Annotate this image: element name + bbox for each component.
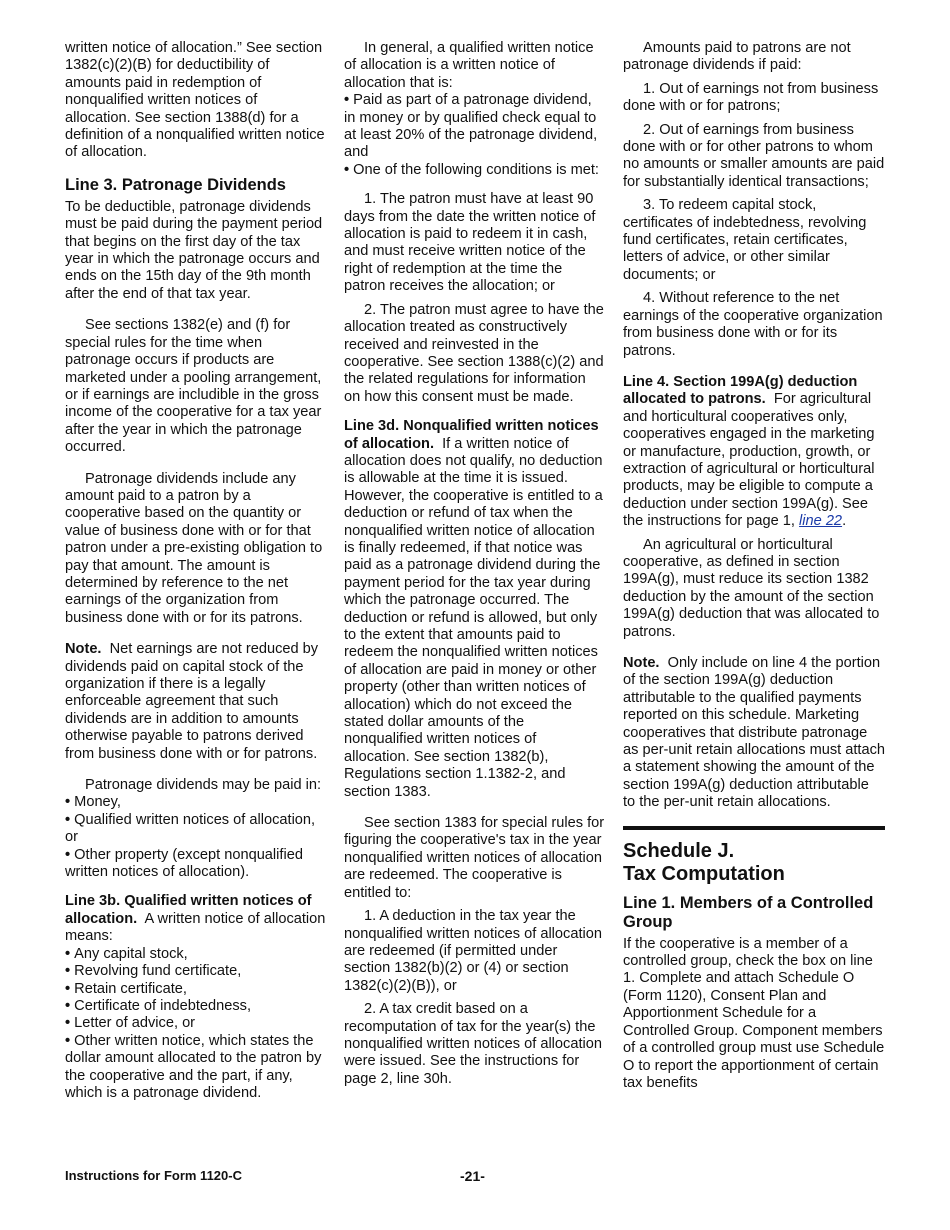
list-item: • Other property (except nonqualified written notices of allocation). xyxy=(65,847,327,882)
column-2 xyxy=(344,40,606,1100)
heading-line-1: Line 1. Members of a Controlled Group xyxy=(623,893,874,931)
list-item: • Revolving fund certificate, xyxy=(65,963,327,980)
list-item: • Letter of advice, or xyxy=(65,1015,327,1032)
list-item: • Retain certificate, xyxy=(65,981,327,998)
list-item: 1. The patron must have at least 90 days from the date the written notice of allocation is paid to redeem it in cash, and must receive written notice of the right of redemption at the time the patron receives the allocation; or xyxy=(344,191,596,295)
line-3d-text: If a written notice of allocation does not qualify, no deduction is allowable at the time it is issued. However, the cooperative is entitled to a deduction or refund of tax when the nonqualified written notice of allocation is finally redeemed, if that notice was paid as a patronage dividend during the payment period for the tax year during which the patronage occurred. The deduction or refund is allowed, but only to the extent that amounts paid to redeem the nonqualified written notices of allocation are paid in money or other property (other than written notices of allocation) which do not exceed the stated dollar amounts of the nonqualified written notices of allocation. See section 1382(b), Regulations section 1.1382-2, and section 1383. xyxy=(344,435,603,800)
paragraph: See sections 1382(e) and (f) for special rules for the time when patronage occurs if products are marketed under a pooling arrangement, or if earnings are includible in the gross income of the cooperative for a tax year after the year in which the patronage occurred. xyxy=(65,317,322,456)
paragraph: In general, a qualified written notice of allocation is a written notice of allocation that is: xyxy=(344,40,594,91)
line-4-text: For agricultural and horticultural cooperatives only, cooperatives engaged in the marketing or manufacture, production, growth, or extraction of agricultural or horticultural products, may be eligible to compute a deduction under section 199A(g). See the instructions for page 1, xyxy=(623,391,875,530)
list-item: 1. Out of earnings not from business done with or for patrons; xyxy=(623,80,879,115)
schedule-title-line-1: Schedule J. xyxy=(623,839,735,862)
list-item: 2. Out of earnings from business done with or for other patrons to whom no amounts or smaller amounts are paid for substantially identical transactions; xyxy=(623,121,885,190)
line-3d-paragraph xyxy=(344,418,606,801)
list-item: 3. To redeem capital stock, certificates of indebtedness, revolving fund certificates, retain certificates, letters of advice, or other similar documents; or xyxy=(623,197,867,283)
list-item: 2. The patron must agree to have the allocation treated as constructively received and reinvested in the cooperative. See section 1388(c)(2) and the related regulations for information on how this consent must be made. xyxy=(344,301,604,405)
note-paragraph xyxy=(623,655,885,812)
line-3b-paragraph xyxy=(65,893,327,945)
paragraph: If the cooperative is a member of a controlled group, check the box on line 1. Complete and attach Schedule O (Form 1120), Consent Plan and Apportionment Schedule for a Controlled Group. Component members of a controlled group must use Schedule O to report the apportionment of certain tax benefits xyxy=(623,935,885,1091)
numbered-list xyxy=(623,81,885,360)
column-3 xyxy=(623,40,885,1106)
note-paragraph xyxy=(65,641,327,763)
list-item: 4. Without reference to the net earnings of the cooperative organization from business done with or for its patrons. xyxy=(623,290,883,359)
paragraph: written notice of allocation.” See section 1382(c)(2)(B) for deductibility of amounts paid in redemption of nonqualified written notices of allocation. See section 1388(d) for a definition of a nonqualified written notice of allocation. xyxy=(65,40,325,161)
list-item: • One of the following conditions is met: xyxy=(344,162,606,179)
column-1 xyxy=(65,40,327,1114)
note-text: Net earnings are not reduced by dividends paid on capital stock of the organization if there is a legally enforceable agreement that such dividends are in addition to amounts otherwise payable to patrons derived from business done with or for patrons. xyxy=(65,641,319,762)
paid-in-list xyxy=(65,794,327,881)
conditions-list xyxy=(344,92,606,179)
list-item: 2. A tax credit based on a recomputation of tax for the year(s) the nonqualified written notices of allocation were issued. See the instructions for page 2, line 30h. xyxy=(344,1001,602,1087)
list-item: • Qualified written notices of allocation, or xyxy=(65,812,327,847)
form-name: Instructions for Form 1120-C xyxy=(65,1168,242,1183)
paragraph: Amounts paid to patrons are not patronage dividends if paid: xyxy=(623,40,851,74)
schedule-j-title xyxy=(623,840,885,886)
page-number: -21- xyxy=(460,1168,485,1184)
schedule-title-line-2: Tax Computation xyxy=(623,862,785,885)
list-item: • Any capital stock, xyxy=(65,946,327,963)
list-item: • Certificate of indebtedness, xyxy=(65,998,327,1015)
numbered-list xyxy=(344,908,606,1088)
line-4-paragraph xyxy=(623,374,885,531)
line-3d-label: Line 3d. Nonqualified written notices of allocation. xyxy=(344,418,599,452)
list-item: • Other written notice, which states the dollar amount allocated to the patron by the cooperative and the part, if any, which is a patronage dividend. xyxy=(65,1033,327,1103)
numbered-list xyxy=(344,191,606,406)
paragraph: Patronage dividends may be paid in: xyxy=(85,777,322,794)
line-4-end: . xyxy=(842,513,847,530)
list-item: 1. A deduction in the tax year the nonqualified written notices of allocation are redeemed (if permitted under section 1382(b)(2) or (4) or section 1382(c)(2)(B)), or xyxy=(344,908,602,994)
list-item: • Money, xyxy=(65,794,327,811)
line-22-link[interactable]: line 22 xyxy=(799,513,843,530)
section-divider xyxy=(623,826,885,830)
note-text: Only include on line 4 the portion of the section 199A(g) deduction attributable to the qualified payments reported on this schedule. Marketing cooperatives that distribute patronage as per-unit retain allocations must attach a statement showing the amount of the section 199A(g) deduction attributable to the per-unit retain allocations. xyxy=(623,655,886,811)
list-item: • Paid as part of a patronage dividend, in money or by qualified check equal to at least 20% of the patronage dividend, and xyxy=(344,92,606,162)
line-3b-label: Line 3b. Qualified written notices of allocation. xyxy=(65,893,312,927)
paragraph: An agricultural or horticultural cooperative, as defined in section 199A(g), must reduce its section 1382 deduction by the amount of the section 199A(g) deduction that was allocated to patrons. xyxy=(623,536,880,640)
means-list xyxy=(65,946,327,1103)
note-label: Note. xyxy=(623,655,660,671)
line-3b-text: A written notice of allocation means: xyxy=(65,910,326,945)
note-label: Note. xyxy=(65,641,102,658)
paragraph: Patronage dividends include any amount paid to a patron by a cooperative based on the quantity or value of business done with or for that patron under a pre-existing obligation to pay that amount. The amount is determined by reference to the net earnings of the organization from business done with or for its patrons. xyxy=(65,470,323,626)
heading-line-3: Line 3. Patronage Dividends xyxy=(65,175,286,194)
paragraph: To be deductible, patronage dividends must be paid during the payment period that begins on the first day of the tax year in which the patronage occurs and ends on the 15th day of the 9th month after the end of that tax year. xyxy=(65,198,323,302)
line-4-label: Line 4. Section 199A(g) deduction allocated to patrons. xyxy=(623,373,858,408)
paragraph: See section 1383 for special rules for figuring the cooperative's tax in the year nonqualified written notices of allocation are redeemed. The cooperative is entitled to: xyxy=(344,815,605,901)
